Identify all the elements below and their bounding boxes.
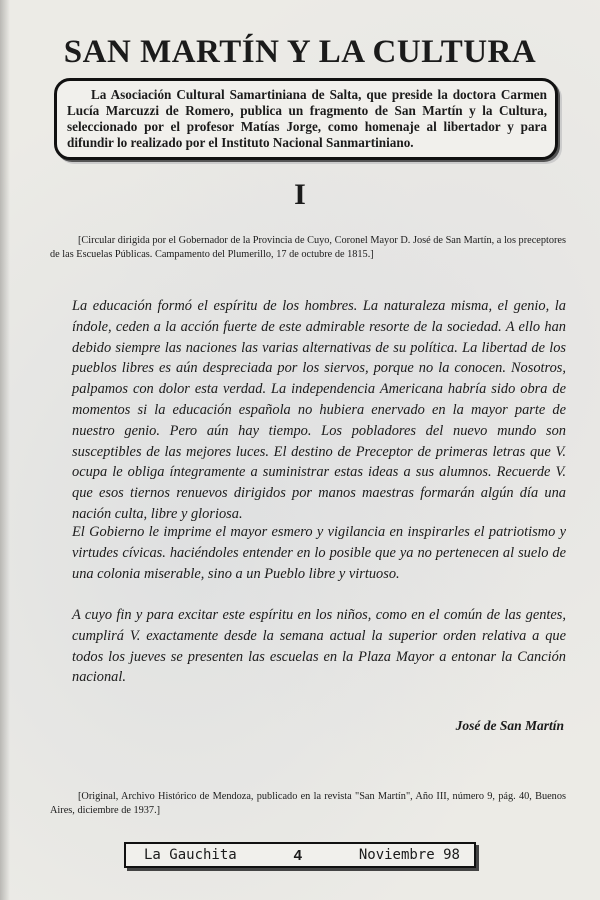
article-title: SAN MARTÍN Y LA CULTURA: [63, 34, 537, 70]
source-note: [Original, Archivo Histórico de Mendoza, publicado en la revista "San Martín", Año III, número 9, pág. 40, Buenos Aires, diciembre de 1937.]: [50, 791, 566, 816]
body-paragraph-2: El Gobierno le imprime el mayor esmero y vigilancia en inspirarles el patriotismo y virtudes cívicas. haciéndoles entender en lo posible que ya no pertenecen al suelo de una colonia miserable, sino a un Pueblo libre y virtuoso.: [72, 524, 566, 582]
footer-bar: [124, 842, 476, 868]
section-number: I: [294, 178, 306, 211]
body-paragraph-3: A cuyo fin y para excitar este espíritu en los niños, como en el común de las gentes, cumplirá V. exactamente desde la semana actual la superior orden relativa a que todos los jueves se presenten las escuelas en la Plaza Mayor a entonar la Canción nacional.: [72, 607, 566, 686]
page-edge-shadow: [0, 0, 10, 900]
header-note: [Circular dirigida por el Gobernador de la Provincia de Cuyo, Coronel Mayor D. José de San Martín, a los preceptores de las Escuelas Públicas. Campamento del Plumerillo, 17 de octubre de 1815.]: [50, 235, 566, 260]
footer-page-number: 4: [293, 846, 302, 864]
footer-publication: La Gauchita: [144, 847, 237, 863]
footer-issue: Noviembre 98: [358, 847, 460, 863]
intro-text: La Asociación Cultural Samartiniana de Salta, que preside la doctora Carmen Lucía Marcuzzi de Romero, publica un fragmento de San Martín y la Cultura, seleccionado por el profesor Matías Jorge, como homenaje al libertador y para difundir lo realizado por el Instituto Nacional Sanmartiniano.: [67, 87, 547, 150]
signature: José de San Martín: [455, 718, 564, 733]
body-paragraph-1: La educación formó el espíritu de los hombres. La naturaleza misma, el genio, la índole, ceden a la acción fuerte de este admirable resorte de la sociedad. A ello han debido siempre las naciones las varias alternativas de su política. La libertad de los pueblos libres es aún despreciada por los siervos, porque no la conocen. Nosotros, palpamos con dolor esta verdad. La independencia Americana habría sido obra de momentos si la educación española no hubiera enervado en la mayor parte de nuestro genio. Pero aún hay tiempo. Los pobladores del nuevo mundo son susceptibles de las mejores luces. El destino de Preceptor de primeras letras que V. ocupa le obliga íntegramente a suministrar estas ideas a sus alumnos. Recuerde V. que esos tiernos renuevos dirigidos por manos maestras formarán algún día una nación culta, libre y gloriosa.: [72, 298, 566, 522]
intro-box: [54, 78, 558, 160]
